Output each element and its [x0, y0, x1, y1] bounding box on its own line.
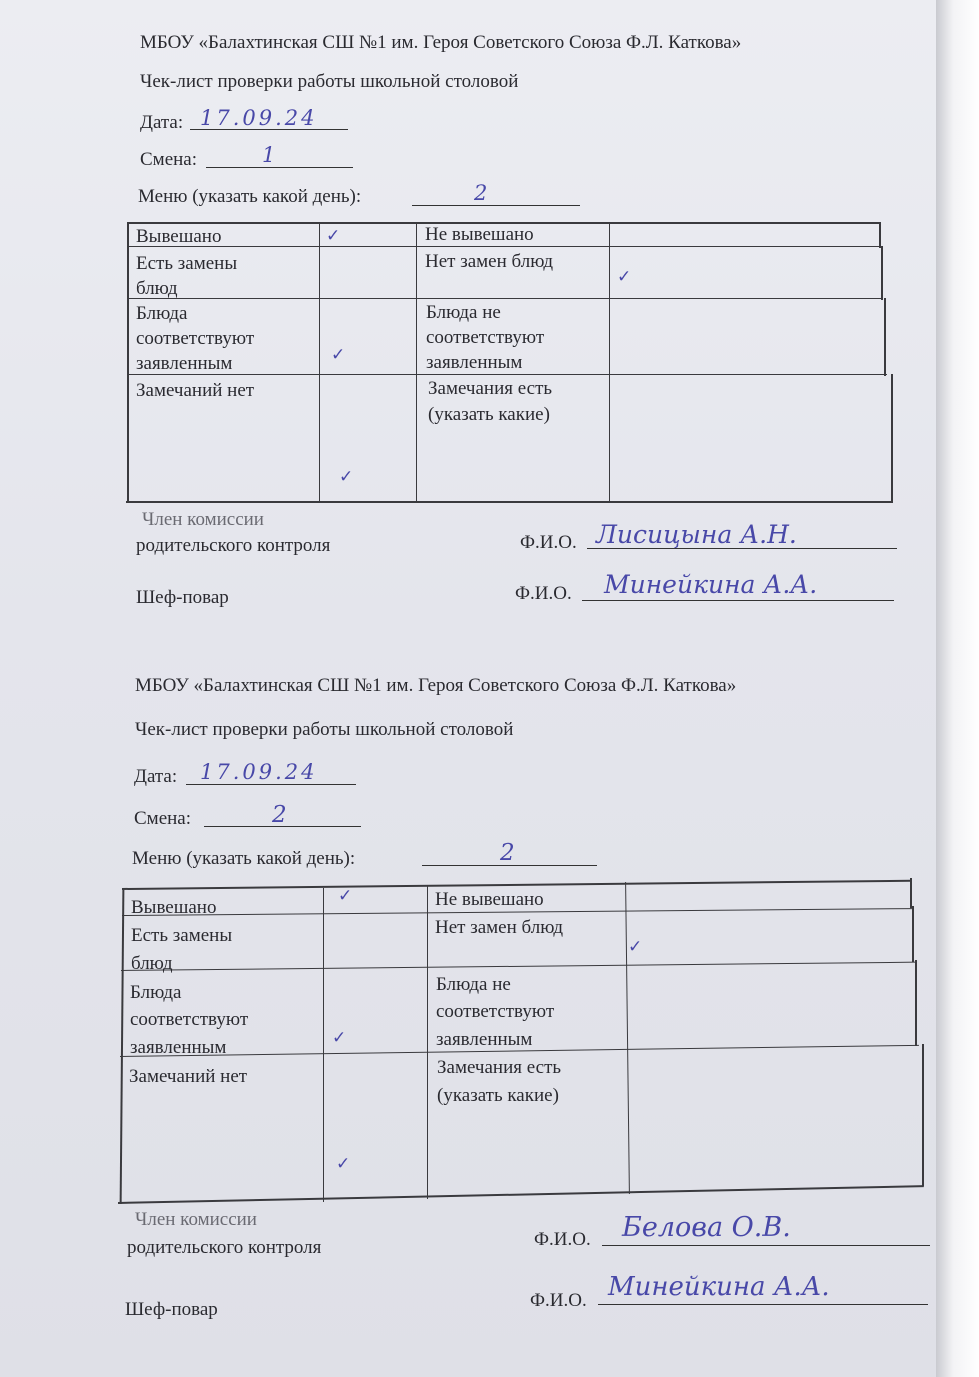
- checkmark: ✓: [339, 467, 354, 487]
- menu-underline: [412, 184, 580, 206]
- checkmark: ✓: [331, 345, 346, 365]
- table-border-right: [884, 298, 886, 376]
- cell-replacements-line2: блюд: [136, 278, 178, 299]
- cell-remarks-line2: (указать какие): [428, 404, 550, 425]
- table-border-left: [127, 222, 129, 503]
- date-label: Дата:: [140, 112, 184, 133]
- date-value: 17.09.24: [200, 106, 318, 130]
- checkmark: ✓: [336, 1154, 351, 1174]
- cell-no-remarks: Замечаний нет: [129, 1066, 248, 1087]
- form-title: Чек-лист проверки работы школьной столовой: [140, 71, 519, 92]
- table-border-bottom: [126, 501, 892, 503]
- form-title: Чек-лист проверки работы школьной столовой: [135, 719, 514, 740]
- table-col-line: [609, 222, 610, 503]
- shift-label: Смена:: [140, 149, 198, 170]
- table-col-line: [319, 222, 320, 503]
- date-value: 17.09.24: [200, 760, 318, 784]
- shift-value: 1: [262, 143, 276, 167]
- cell-posted: Вывешано: [131, 897, 217, 918]
- cell-replacements-line2: блюд: [131, 953, 173, 974]
- table-border-right: [910, 878, 912, 908]
- cell-match-line3: заявленным: [130, 1037, 227, 1058]
- fio-label: Ф.И.О.: [520, 532, 577, 553]
- cell-posted: Вывешано: [136, 226, 222, 247]
- table-border-right: [881, 246, 883, 300]
- cell-mismatch-line3: заявленным: [436, 1029, 533, 1050]
- table-col-line: [323, 888, 324, 1202]
- cell-match-line2: соответствуют: [136, 328, 255, 349]
- cell-match-line1: Блюда: [136, 303, 188, 324]
- member-label-line2: родительского контроля: [127, 1237, 322, 1258]
- checkmark: ✓: [617, 267, 632, 287]
- cell-replacements-line1: Есть замены: [131, 925, 233, 946]
- member-label-line2: родительского контроля: [136, 535, 331, 556]
- cell-remarks-line1: Замечания есть: [428, 378, 553, 399]
- cell-no-replacements: Нет замен блюд: [425, 251, 554, 272]
- school-name: МБОУ «Балахтинская СШ №1 им. Героя Советского Союза Ф.Л. Каткова»: [140, 32, 742, 53]
- school-name: МБОУ «Балахтинская СШ №1 им. Героя Советского Союза Ф.Л. Каткова»: [135, 675, 737, 696]
- member-label-line1: Член комиссии: [135, 1209, 257, 1230]
- table-border-right: [912, 906, 914, 962]
- checkmark: ✓: [332, 1028, 347, 1048]
- cell-mismatch-line3: заявленным: [426, 352, 523, 373]
- chef-label: Шеф-повар: [136, 587, 229, 608]
- fio-label: Ф.И.О.: [534, 1229, 591, 1250]
- menu-label: Меню (указать какой день):: [132, 848, 356, 869]
- date-label: Дата:: [134, 766, 178, 787]
- member-signature: Лисицына А.Н.: [596, 520, 797, 549]
- cell-match-line1: Блюда: [130, 982, 182, 1003]
- menu-value: 2: [474, 181, 488, 205]
- checkmark: ✓: [338, 886, 353, 906]
- cell-remarks-line2: (указать какие): [437, 1085, 559, 1106]
- cell-mismatch-line1: Блюда не: [436, 974, 511, 995]
- shift-label: Смена:: [134, 808, 192, 829]
- member-label-line1: Член комиссии: [142, 509, 264, 530]
- table-border-right: [915, 960, 917, 1046]
- paper-edge: [936, 0, 979, 1377]
- menu-value: 2: [500, 840, 515, 866]
- cell-mismatch-line2: соответствуют: [436, 1001, 555, 1022]
- chef-signature: Минейкина А.А.: [608, 1272, 830, 1302]
- shift-value: 2: [272, 802, 287, 828]
- cell-remarks-line1: Замечания есть: [437, 1057, 562, 1078]
- member-signature: Белова О.В.: [622, 1212, 791, 1243]
- table-col-line: [427, 886, 428, 1199]
- cell-match-line3: заявленным: [136, 353, 233, 374]
- cell-no-remarks: Замечаний нет: [136, 380, 255, 401]
- shift-underline: [206, 146, 353, 168]
- cell-mismatch-line1: Блюда не: [426, 302, 501, 323]
- cell-not-posted: Не вывешано: [435, 889, 544, 910]
- table-border-right: [891, 374, 893, 503]
- table-row-line: [128, 298, 883, 299]
- table-col-line: [416, 222, 417, 503]
- cell-match-line2: соответствуют: [130, 1009, 249, 1030]
- chef-label: Шеф-повар: [125, 1299, 218, 1320]
- chef-signature: Минейкина А.А.: [604, 570, 818, 599]
- table-border-right: [922, 1044, 924, 1186]
- fio-label: Ф.И.О.: [515, 583, 572, 604]
- checkmark: ✓: [628, 937, 643, 957]
- cell-not-posted: Не вывешано: [425, 224, 534, 245]
- table-border-right: [879, 222, 881, 248]
- fio-label: Ф.И.О.: [530, 1290, 587, 1311]
- cell-mismatch-line2: соответствуют: [426, 327, 545, 348]
- cell-replacements-line1: Есть замены: [136, 253, 238, 274]
- menu-label: Меню (указать какой день):: [138, 186, 362, 207]
- cell-no-replacements: Нет замен блюд: [435, 917, 564, 938]
- checkmark: ✓: [326, 226, 341, 246]
